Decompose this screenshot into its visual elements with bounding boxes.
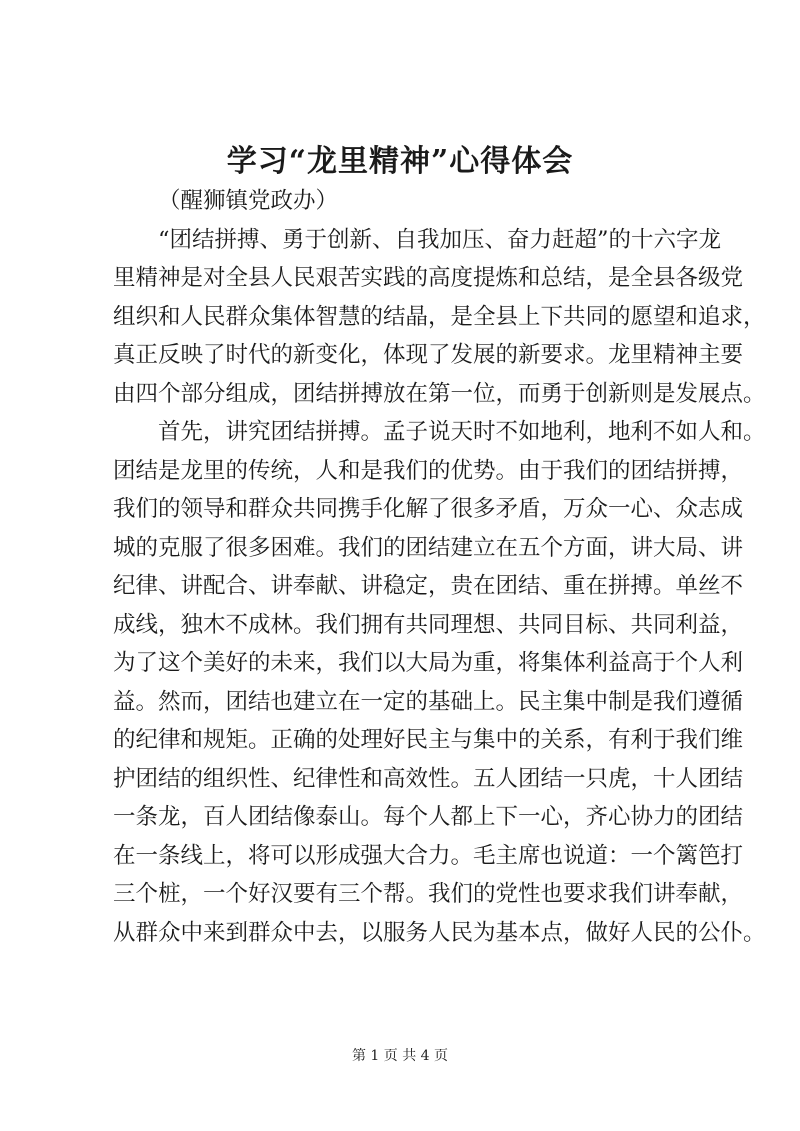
document-body xyxy=(113,182,766,952)
body-line: 护团结的组织性、纪律性和高效性。五人团结一只虎，十人团结 xyxy=(113,765,744,792)
body-line: 我们的领导和群众共同携手化解了很多矛盾，万众一心、众志成 xyxy=(113,496,744,522)
body-line: 成线，独木不成林。我们拥有共同理想、共同目标、共同利益， xyxy=(113,611,744,638)
body-line: 纪律、讲配合、讲奉献、讲稳定，贵在团结、重在拼搏。单丝不 xyxy=(113,573,744,599)
author-line: （醒狮镇党政办） xyxy=(158,188,339,214)
body-line: 的纪律和规矩。正确的处理好民主与集中的关系，有利于我们维 xyxy=(113,727,744,753)
body-line: 首先，讲究团结拼搏。孟子说天时不如地利，地利不如人和。 xyxy=(158,419,766,445)
body-line: 一条龙，百人团结像泰山。每个人都上下一心，齐心协力的团结 xyxy=(113,804,744,830)
body-line: 组织和人民群众集体智慧的结晶，是全县上下共同的愿望和追求， xyxy=(113,303,766,330)
body-line: 益。然而，团结也建立在一定的基础上。民主集中制是我们遵循 xyxy=(113,688,744,715)
page-footer: 第 1 页 共 4 页 xyxy=(351,1048,449,1064)
body-line: “团结拼搏、勇于创新、自我加压、奋力赶超”的十六字龙 xyxy=(158,226,722,253)
body-line: 真正反映了时代的新变化，体现了发展的新要求。龙里精神主要 xyxy=(113,342,744,368)
body-line: 三个桩，一个好汉要有三个帮。我们的党性也要求我们讲奉献， xyxy=(113,881,744,907)
body-line: 城的克服了很多困难。我们的团结建立在五个方面，讲大局、讲 xyxy=(113,534,744,561)
body-line: 团结是龙里的传统，人和是我们的优势。由于我们的团结拼搏， xyxy=(113,457,744,484)
body-line: 为了这个美好的未来，我们以大局为重，将集体利益高于个人利 xyxy=(113,650,744,676)
body-line: 里精神是对全县人民艰苦实践的高度提炼和总结，是全县各级党 xyxy=(113,265,744,291)
body-line: 在一条线上，将可以形成强大合力。毛主席也说道：一个篱笆打 xyxy=(113,842,744,869)
body-line: 从群众中来到群众中去，以服务人民为基本点，做好人民的公仆。 xyxy=(113,919,766,946)
body-line: 由四个部分组成，团结拼搏放在第一位，而勇于创新则是发展点。 xyxy=(113,380,766,407)
document-title: 学习“龙里精神”心得体会 xyxy=(226,144,574,179)
